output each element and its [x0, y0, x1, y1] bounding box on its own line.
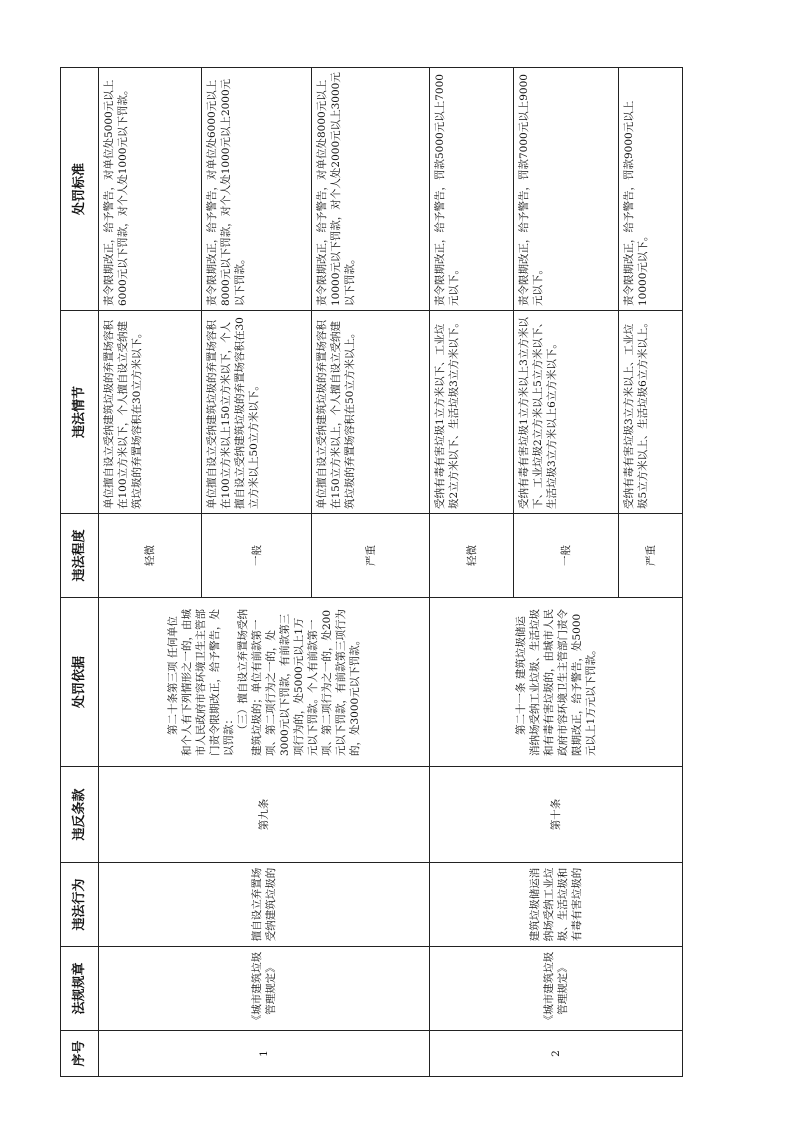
serial-number-cell: 1: [99, 1031, 430, 1077]
penalty-basis-cell: [430, 598, 683, 767]
penalty-standards-table: [60, 67, 683, 1077]
violation-degree-cell: 严重: [312, 514, 430, 598]
violation-circumstance-cell: 单位擅自设立受纳建筑垃圾的弃置场容积在150立方米以上，个人擅自设立受纳建筑垃圾的弃置场容积在50立方米以上。: [312, 311, 430, 514]
penalty-standard-cell: 责令限期改正，给予警告，对单位处8000元以上10000元以下罚款，对个人处2000元以上3000元以下罚款。: [312, 68, 430, 311]
violation-circumstance-cell: 受纳有毒有害垃圾1立方米以下、工业垃圾2立方米以下、生活垃圾3立方米以下。: [430, 311, 514, 514]
table-row: [99, 68, 202, 1077]
penalty-standard-cell: 责令限期改正，给予警告，对单位处5000元以上6000元以下罚款，对个人处1000元以下罚款。: [99, 68, 202, 311]
violation-behavior-cell: 建筑垃圾储运消纳场受纳工业垃圾、生活垃圾和有毒有害垃圾的: [430, 863, 683, 947]
header-serial-number: 序号: [61, 1031, 99, 1077]
penalty-basis-paragraph: （三）擅自设立弃置场受纳建筑垃圾的；单位有前款第一项、第二项行为之一的，处3000元以下罚款，有前款第三项行为的，处5000元以上1万元以下罚款。个人有前款第一项、第二项行为之一的，处200元以下罚款，有前款第三项行为的，处3000元以下罚款。: [237, 609, 361, 756]
header-violation-circumstance: 违法情节: [61, 311, 99, 514]
penalty-standard-cell: 责令限期改正，给予警告，罚款7000元以上9000元以下。: [514, 68, 619, 311]
header-violated-clause: 违反条款: [61, 767, 99, 863]
violation-circumstance-cell: 单位擅自设立受纳建筑垃圾的弃置场容积在100立方米以下，个人擅自设立受纳建筑垃圾的弃置场容积在30立方米以下。: [99, 311, 202, 514]
penalty-standard-cell: 责令限期改正，给予警告，对单位处6000元以上8000元以下罚款，对个人处1000元以上2000元以下罚款。: [202, 68, 312, 311]
header-regulation: 法规规章: [61, 947, 99, 1031]
serial-number-cell: 2: [430, 1031, 683, 1077]
violation-degree-cell: 轻微: [99, 514, 202, 598]
violated-clause-cell: 第九条: [99, 767, 430, 863]
violation-circumstance-cell: 受纳有毒有害垃圾1立方米以上3立方米以下、工业垃圾2立方米以上5立方米以下、生活垃圾3立方米以上6立方米以下。: [514, 311, 619, 514]
violation-behavior-cell: 擅自设立弃置场受纳建筑垃圾的: [99, 863, 430, 947]
violation-degree-cell: 轻微: [430, 514, 514, 598]
violation-circumstance-cell: 单位擅自设立受纳建筑垃圾的弃置场容积在100立方米以上150立方米以下，个人擅自设立受纳建筑垃圾的弃置场容积在30立方米以上50立方米以下。: [202, 311, 312, 514]
header-penalty-basis: 处罚依据: [61, 598, 99, 767]
penalty-basis-cell: [99, 598, 430, 767]
penalty-table-wrapper: [60, 68, 681, 1077]
regulation-cell: 《城市建筑垃圾管理规定》: [99, 947, 430, 1031]
header-penalty-standard: 处罚标准: [61, 68, 99, 311]
penalty-basis-paragraph: 第二十一条 建筑垃圾储运消纳场受纳工业垃圾、生活垃圾和有毒有害垃圾的，由城市人民政府市容环境卫生主管部门责令限期改正，给予警告，处5000元以上1万元以下罚款。: [515, 609, 597, 756]
violated-clause-cell: 第十条: [430, 767, 683, 863]
header-violation-behavior: 违法行为: [61, 863, 99, 947]
table-header-row: [61, 68, 99, 1077]
table-row: [430, 68, 514, 1077]
violation-degree-cell: 一般: [514, 514, 619, 598]
header-violation-degree: 违法程度: [61, 514, 99, 598]
regulation-cell: 《城市建筑垃圾管理规定》: [430, 947, 683, 1031]
penalty-standard-cell: 责令限期改正，给予警告，罚款5000元以上7000元以下。: [430, 68, 514, 311]
violation-degree-cell: 严重: [619, 514, 683, 598]
penalty-basis-paragraph: 第二十条第三项 任何单位和个人有下列情形之一的，由城市人民政府市容环境卫生主管部门责令限期改正，给予警告，处以罚款：: [167, 609, 235, 756]
violation-circumstance-cell: 受纳有毒有害垃圾3立方米以上、工业垃圾5立方米以上、生活垃圾6立方米以上。: [619, 311, 683, 514]
violation-degree-cell: 一般: [202, 514, 312, 598]
penalty-standard-cell: 责令限期改正，给予警告，罚款9000元以上10000元以下。: [619, 68, 683, 311]
